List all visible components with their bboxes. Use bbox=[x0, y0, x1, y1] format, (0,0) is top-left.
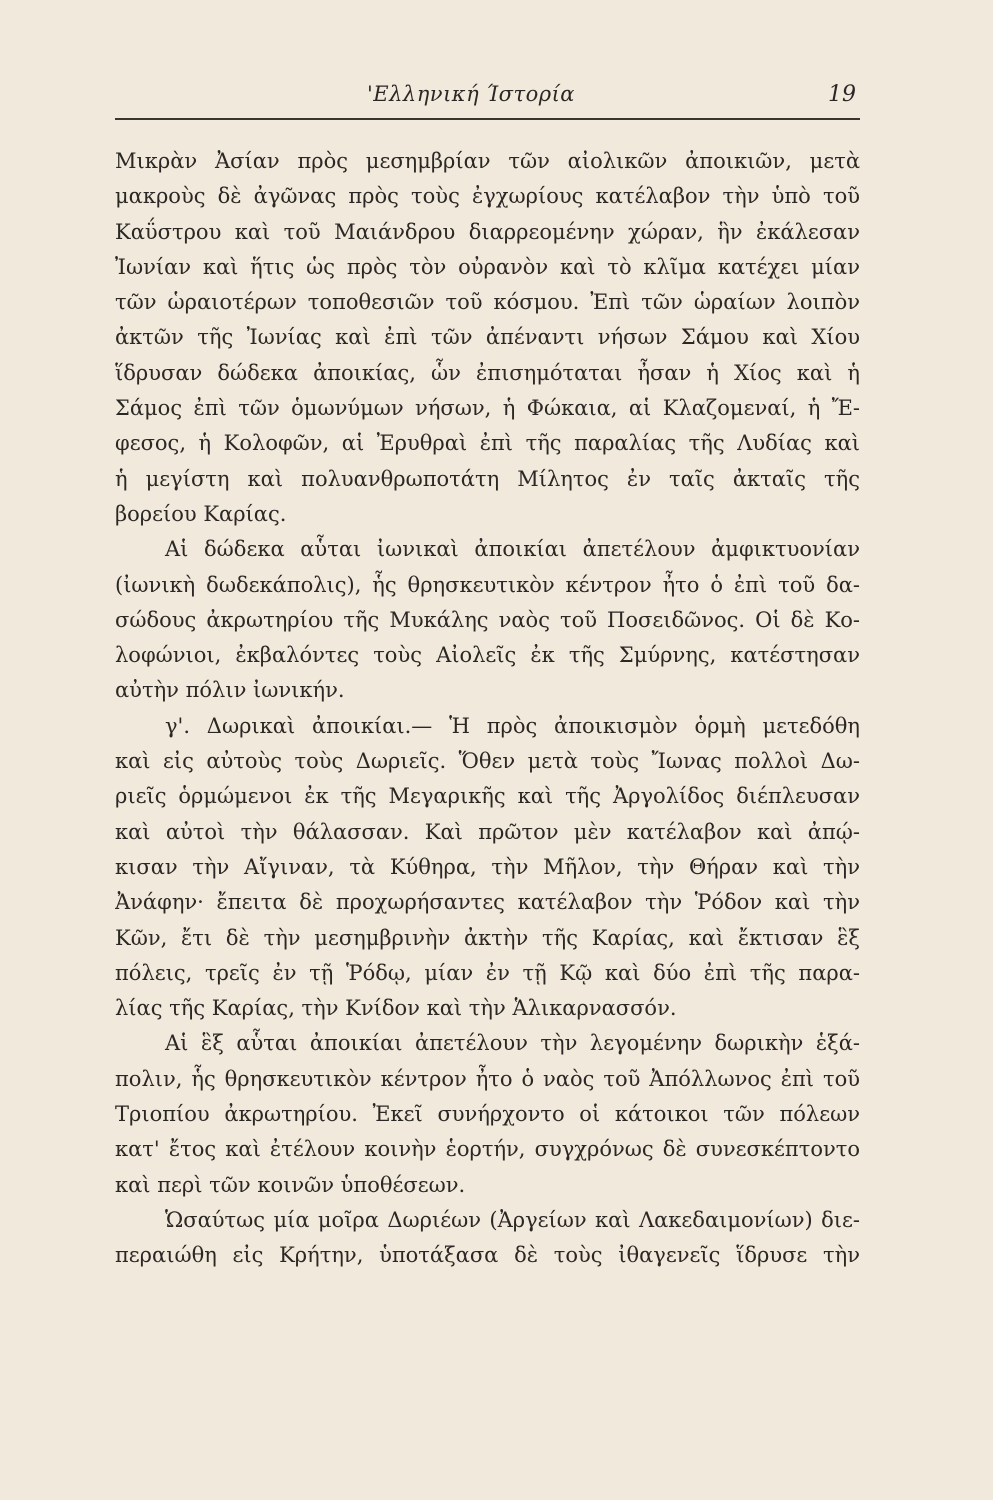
text-line: Ἰωνίαν καὶ ἥτις ὡς πρὸς τὸν οὐρανὸν καὶ τὸ κλῖμα κατέχει μίαν bbox=[115, 254, 860, 279]
text-line: Τριοπίου ἀκρωτηρίου. Ἐκεῖ συνήρχοντο οἱ κάτοικοι τῶν πόλεων bbox=[115, 1102, 860, 1127]
text-line: ἵδρυσαν δώδεκα ἀποικίας, ὧν ἐπισημόταται ἦσαν ἡ Χίος καὶ ἡ bbox=[115, 360, 860, 385]
text-line: λίας τῆς Καρίας, τὴν Κνίδον καὶ τὴν Ἁλικαρνασσόν. bbox=[115, 996, 677, 1021]
text-line: ριεῖς ὁρμώμενοι ἐκ τῆς Μεγαρικῆς καὶ τῆς Ἀργολίδος διέπλευσαν bbox=[115, 784, 860, 809]
text-line: ἀκτῶν τῆς Ἰωνίας καὶ ἐπὶ τῶν ἀπέναντι νήσων Σάμου καὶ Χίου bbox=[115, 325, 860, 350]
text-line: Μικρὰν Ἀσίαν πρὸς μεσημβρίαν τῶν αἰολικῶν ἀποικιῶν, μετὰ bbox=[115, 149, 860, 173]
text-line: βορείου Καρίας. bbox=[115, 501, 287, 526]
text-line: τῶν ὡραιοτέρων τοποθεσιῶν τοῦ κόσμου. Ἐπὶ τῶν ὡραίων λοιπὸν bbox=[115, 290, 860, 315]
running-title: 'Ελληνική Ίστορία bbox=[367, 82, 575, 106]
text-line: περαιώθη εἰς Κρήτην, ὑποτάξασα δὲ τοὺς ἰθαγενεῖς ἵδρυσε τὴν bbox=[115, 1243, 860, 1268]
text-line: κισαν τὴν Αἴγιναν, τὰ Κύθηρα, τὴν Μῆλον, τὴν Θήραν καὶ τὴν bbox=[115, 854, 860, 879]
text-line: Αἱ δώδεκα αὗται ἰωνικαὶ ἀποικίαι ἀπετέλουν ἀμφικτυονίαν bbox=[165, 537, 860, 562]
text-line: καὶ περὶ τῶν κοινῶν ὑποθέσεων. bbox=[115, 1172, 466, 1197]
text-line: Ὡσαύτως μία μοῖρα Δωριέων (Ἀργείων καὶ Λακεδαιμονίων) διε- bbox=[165, 1207, 860, 1232]
text-line: πόλεις, τρεῖς ἐν τῇ Ῥόδῳ, μίαν ἐν τῇ Κῷ καὶ δύο ἐπὶ τῆς παρα- bbox=[115, 960, 860, 985]
section-heading-line: γ'. Δωρικαὶ ἀποικίαι.— Ἡ πρὸς ἀποικισμὸν ὁρμὴ μετεδόθη bbox=[165, 713, 860, 738]
text-line: σώδους ἀκρωτηρίου τῆς Μυκάλης ναὸς τοῦ Ποσειδῶνος. Οἱ δὲ Κο- bbox=[115, 607, 860, 632]
text-line: λοφώνιοι, ἐκβαλόντες τοὺς Αἰολεῖς ἐκ τῆς Σμύρνης, κατέστησαν bbox=[115, 643, 860, 668]
text-line: κατ' ἔτος καὶ ἐτέλουν κοινὴν ἑορτήν, συγχρόνως δὲ συνεσκέπτοντο bbox=[115, 1137, 860, 1162]
text-line: (ἰωνικὴ δωδεκάπολις), ἧς θρησκευτικὸν κέντρον ἦτο ὁ ἐπὶ τοῦ δα- bbox=[115, 572, 860, 597]
header-rule bbox=[115, 118, 860, 120]
text-line: αὐτὴν πόλιν ἰωνικήν. bbox=[115, 678, 345, 703]
text-line: Ἀνάφην· ἔπειτα δὲ προχωρήσαντες κατέλαβον τὴν Ῥόδον καὶ τὴν bbox=[115, 890, 860, 915]
body-text bbox=[115, 144, 860, 1274]
text-line: Καΰστρου καὶ τοῦ Μαιάνδρου διαρρεομένην χώραν, ἣν ἐκάλεσαν bbox=[115, 219, 860, 244]
text-line: πολιν, ἧς θρησκευτικὸν κέντρον ἦτο ὁ ναὸς τοῦ Ἀπόλλωνος ἐπὶ τοῦ bbox=[115, 1066, 860, 1091]
page-header bbox=[115, 82, 860, 116]
text-line: ἡ μεγίστη καὶ πολυανθρωποτάτη Μίλητος ἐν ταῖς ἀκταῖς τῆς bbox=[115, 466, 860, 491]
text-line: Αἱ ἓξ αὗται ἀποικίαι ἀπετέλουν τὴν λεγομένην δωρικὴν ἑξά- bbox=[165, 1031, 860, 1056]
page-number: 19 bbox=[828, 82, 856, 107]
text-line: Σάμος ἐπὶ τῶν ὁμωνύμων νήσων, ἡ Φώκαια, αἱ Κλαζομεναί, ἡ Ἔ- bbox=[115, 396, 860, 421]
text-line: φεσος, ἡ Κολοφῶν, αἱ Ἐρυθραὶ ἐπὶ τῆς παραλίας τῆς Λυδίας καὶ bbox=[115, 431, 860, 456]
text-line: καὶ εἰς αὐτοὺς τοὺς Δωριεῖς. Ὅθεν μετὰ τοὺς Ἴωνας πολλοὶ Δω- bbox=[115, 749, 860, 774]
text-line: καὶ αὐτοὶ τὴν θάλασσαν. Καὶ πρῶτον μὲν κατέλαβον καὶ ἀπῴ- bbox=[115, 819, 860, 844]
text-line: Κῶν, ἔτι δὲ τὴν μεσημβρινὴν ἀκτὴν τῆς Καρίας, καὶ ἔκτισαν ἓξ bbox=[115, 925, 860, 950]
text-line: μακροὺς δὲ ἀγῶνας πρὸς τοὺς ἐγχωρίους κατέλαβον τὴν ὑπὸ τοῦ bbox=[115, 184, 860, 209]
